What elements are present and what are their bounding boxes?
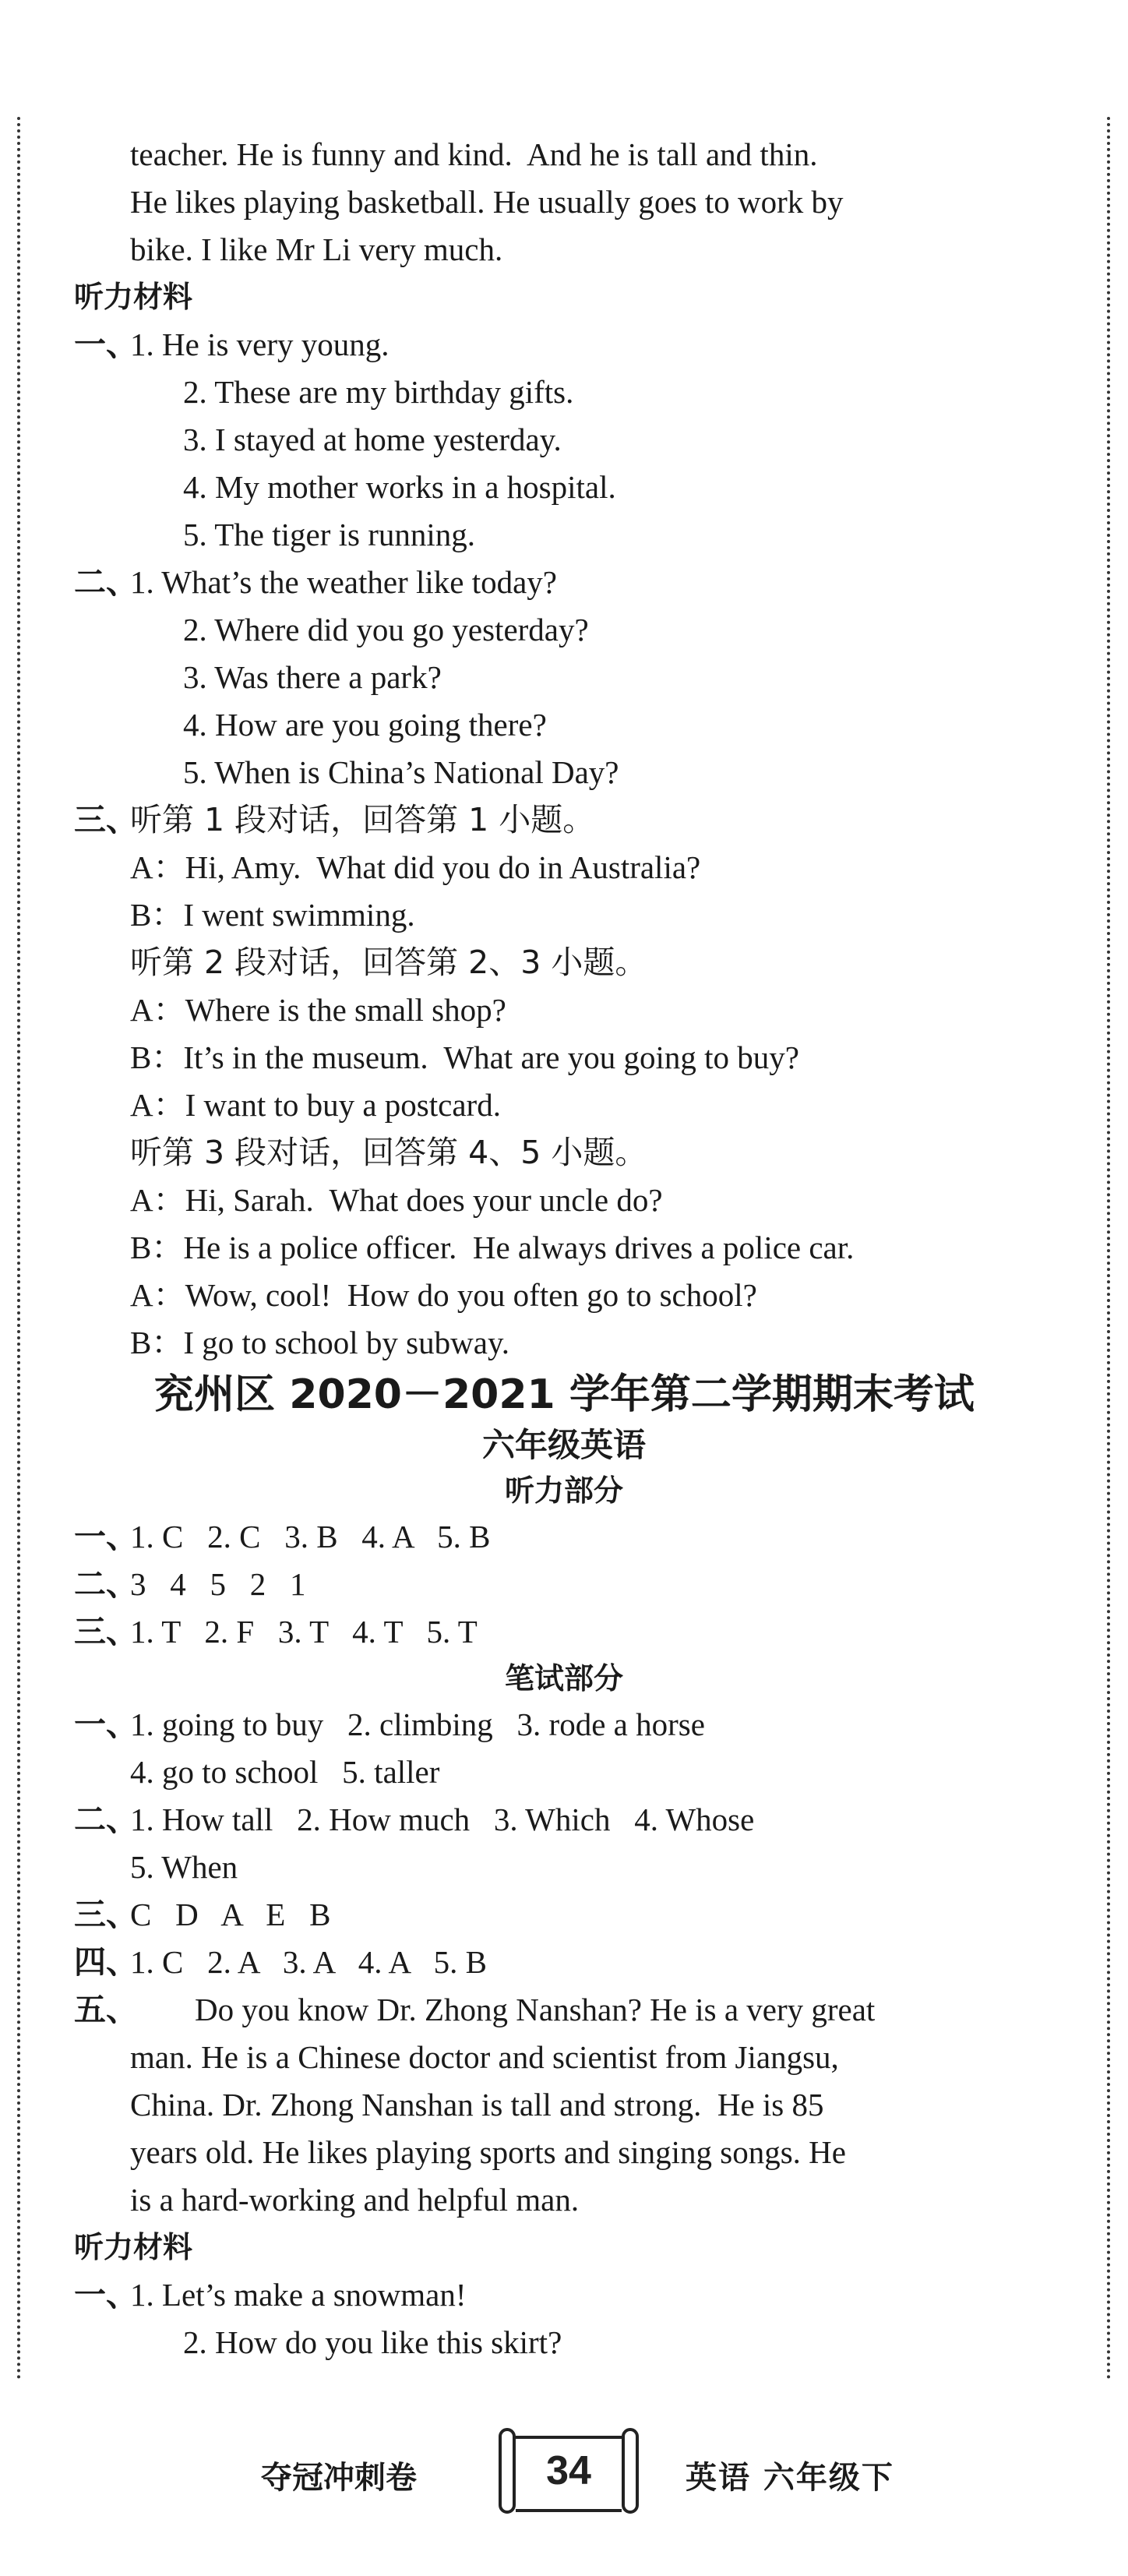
writing-answer-row: 二、 1. How tall 2. How much 3. Which 4. Whose — [74, 1801, 755, 1838]
essay-line: years old. He likes playing sports and singing songs. He — [130, 2134, 846, 2170]
q3-line: B：I went swimming. — [130, 897, 415, 933]
essay-line: is a hard-working and helpful man. — [130, 2182, 580, 2218]
writing-answer-row: 一、 1. going to buy 2. climbing 3. rode a horse — [74, 1706, 705, 1743]
writing-answer-row: 三、 C D A E B — [74, 1896, 331, 1933]
writing-answer-row: 5. When — [130, 1849, 238, 1885]
paragraph-line: He likes playing basketball. He usually goes to work by — [130, 184, 844, 220]
book-title: 夺冠冲刺卷 — [261, 2460, 417, 2496]
listening-answer-row: 一、 1. C 2. C 3. B 4. A 5. B — [74, 1518, 491, 1555]
paragraph-line: bike. I like Mr Li very much. — [130, 231, 503, 267]
essay-line: China. Dr. Zhong Nanshan is tall and strong. He is 85 — [130, 2087, 824, 2123]
subject-grade: 英语 六年级下 — [686, 2460, 894, 2496]
material-line: 一、 1. Let’s make a snowman! — [74, 2276, 467, 2313]
q1-item: 5. The tiger is running. — [183, 517, 476, 552]
q3-line: A：Hi, Amy. What did you do in Australia? — [130, 849, 701, 885]
writing-section-title: 笔试部分 — [504, 1661, 623, 1696]
q1-item: 2. These are my birthday gifts. — [183, 374, 574, 410]
essay-line: 五、 Do you know Dr. Zhong Nanshan? He is a very great — [74, 1991, 876, 2028]
q3-line: A：I want to buy a postcard. — [130, 1087, 501, 1123]
paragraph-line: teacher. He is funny and kind. And he is tall and thin. — [130, 136, 818, 172]
listening-answer-row: 二、 3 4 5 2 1 — [74, 1565, 306, 1603]
q1-item: 3. I stayed at home yesterday. — [183, 422, 562, 457]
page-footer — [0, 2422, 1128, 2515]
q2-item: 4. How are you going there? — [183, 707, 547, 743]
essay-line: man. He is a Chinese doctor and scientist from Jiangsu, — [130, 2039, 839, 2075]
exam-subtitle: 六年级英语 — [481, 1426, 646, 1464]
q2-item: 二、 1. What’s the weather like today? — [74, 563, 557, 601]
q3-line: B：He is a police officer. He always drives a police car. — [130, 1230, 855, 1265]
q2-item: 3. Was there a park? — [183, 659, 442, 695]
listening-material-heading-2: 听力材料 — [74, 2230, 193, 2264]
q3-line: B：It’s in the museum. What are you going to buy? — [130, 1039, 799, 1075]
q3-line: A：Wow, cool! How do you often go to school? — [130, 1277, 757, 1313]
q1-item: 4. My mother works in a hospital. — [183, 469, 616, 505]
writing-answer-row: 4. go to school 5. taller — [130, 1754, 440, 1790]
listening-section-title: 听力部分 — [504, 1473, 623, 1508]
writing-answer-row: 四、 1. C 2. A 3. A 4. A 5. B — [74, 1943, 487, 1981]
q3-line: 三、 听第 1 段对话，回答第 1 小题。 — [74, 801, 595, 838]
q2-item: 2. Where did you go yesterday? — [183, 612, 589, 648]
right-dotted-border — [1107, 117, 1110, 2381]
page-number-scroll — [499, 2428, 639, 2514]
listening-answer-row: 三、 1. T 2. F 3. T 4. T 5. T — [74, 1613, 478, 1650]
q3-line: 听第 3 段对话，回答第 4、5 小题。 — [130, 1134, 647, 1171]
q2-item: 5. When is China’s National Day? — [183, 754, 619, 790]
exam-title: 兖州区 2020－2021 学年第二学期期末考试 — [153, 1371, 975, 1418]
q3-line: A：Hi, Sarah. What does your uncle do? — [130, 1182, 663, 1218]
page-number: 34 — [546, 2448, 591, 2493]
scroll-roll-right — [622, 2428, 639, 2514]
q3-line: 听第 2 段对话，回答第 2、3 小题。 — [130, 944, 647, 981]
material-line: 2. How do you like this skirt? — [183, 2324, 562, 2360]
left-dotted-border — [17, 117, 20, 2381]
q3-line: B：I go to school by subway. — [130, 1325, 510, 1360]
q3-line: A：Where is the small shop? — [130, 992, 506, 1028]
listening-material-heading: 听力材料 — [74, 280, 193, 314]
page-content — [74, 131, 1063, 2366]
scroll-roll-left — [499, 2428, 516, 2514]
q1-item: 一、 1. He is very young. — [74, 326, 390, 363]
